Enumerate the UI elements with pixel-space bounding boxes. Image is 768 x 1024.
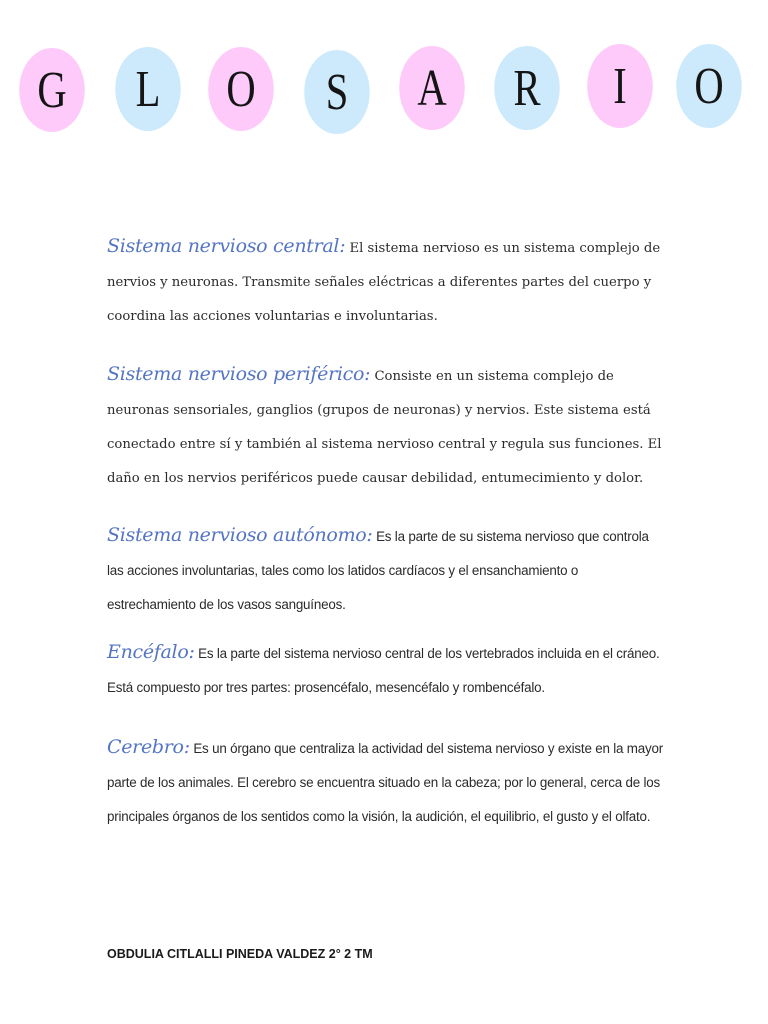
glossary-definition: Es la parte del sistema nervioso central de los vertebrados incluida en el cráneo. Está compuesto por tres partes: prosencéfalo, mesencéfalo y rombencéfalo. [107, 646, 660, 695]
glossary-definition: El sistema nervioso es un sistema complejo de nervios y neuronas. Transmite señales eléctricas a diferentes partes del cuerpo y coordina las acciones voluntarias e involuntarias. [107, 241, 661, 324]
title-letter-circle [494, 46, 560, 130]
glossary-term: Sistema nervioso autónomo: [107, 524, 373, 546]
title-letter: G [37, 61, 67, 119]
title-letter: R [513, 59, 541, 117]
title-letter-circle [115, 47, 181, 131]
glossary-entry [107, 229, 663, 334]
title-letter: S [325, 63, 349, 121]
glossary-entry [107, 357, 663, 496]
title-letter-circle [676, 44, 742, 128]
glossary-definition: Es un órgano que centraliza la actividad del sistema nervioso y existe en la mayor parte de los animales. El cerebro se encuentra situado en la cabeza; por lo general, cerca de los principales órganos de los sentidos como la visión, la audición, el equilibrio, el gusto y el olfato. [107, 741, 663, 824]
glossary-term: Encéfalo: [107, 641, 195, 663]
title-letter: O [694, 57, 724, 115]
title-letter-circle [587, 44, 653, 128]
title-letter: O [226, 60, 256, 118]
glossary-entry [107, 518, 663, 622]
title-letter: A [417, 59, 447, 117]
glossary-entry [107, 635, 663, 705]
title-letter: L [135, 60, 161, 118]
author-footer: OBDULIA CITLALLI PINEDA VALDEZ 2° 2 TM [107, 947, 373, 961]
glossary-term: Cerebro: [107, 736, 190, 758]
glosario-title [0, 0, 768, 140]
title-letter-circle [304, 50, 370, 134]
glossary-definition: Consiste en un sistema complejo de neuronas sensoriales, ganglios (grupos de neuronas) y nervios. Este sistema está conectado entre sí y también al sistema nervioso central y regula sus funciones. El daño en los nervios periféricos puede causar debilidad, entumecimiento y dolor. [107, 369, 662, 486]
glossary-term: Sistema nervioso periférico: [107, 363, 371, 385]
glossary-definition: Es la parte de su sistema nervioso que controla las acciones involuntarias, tales como los latidos cardíacos y el ensanchamiento o estrechamiento de los vasos sanguíneos. [107, 529, 649, 612]
title-letter-circle [208, 47, 274, 131]
title-letter-circle [19, 48, 85, 132]
title-letter-circle [399, 46, 465, 130]
glossary-entry [107, 730, 663, 834]
title-letter: I [613, 57, 627, 115]
glossary-term: Sistema nervioso central: [107, 235, 346, 257]
